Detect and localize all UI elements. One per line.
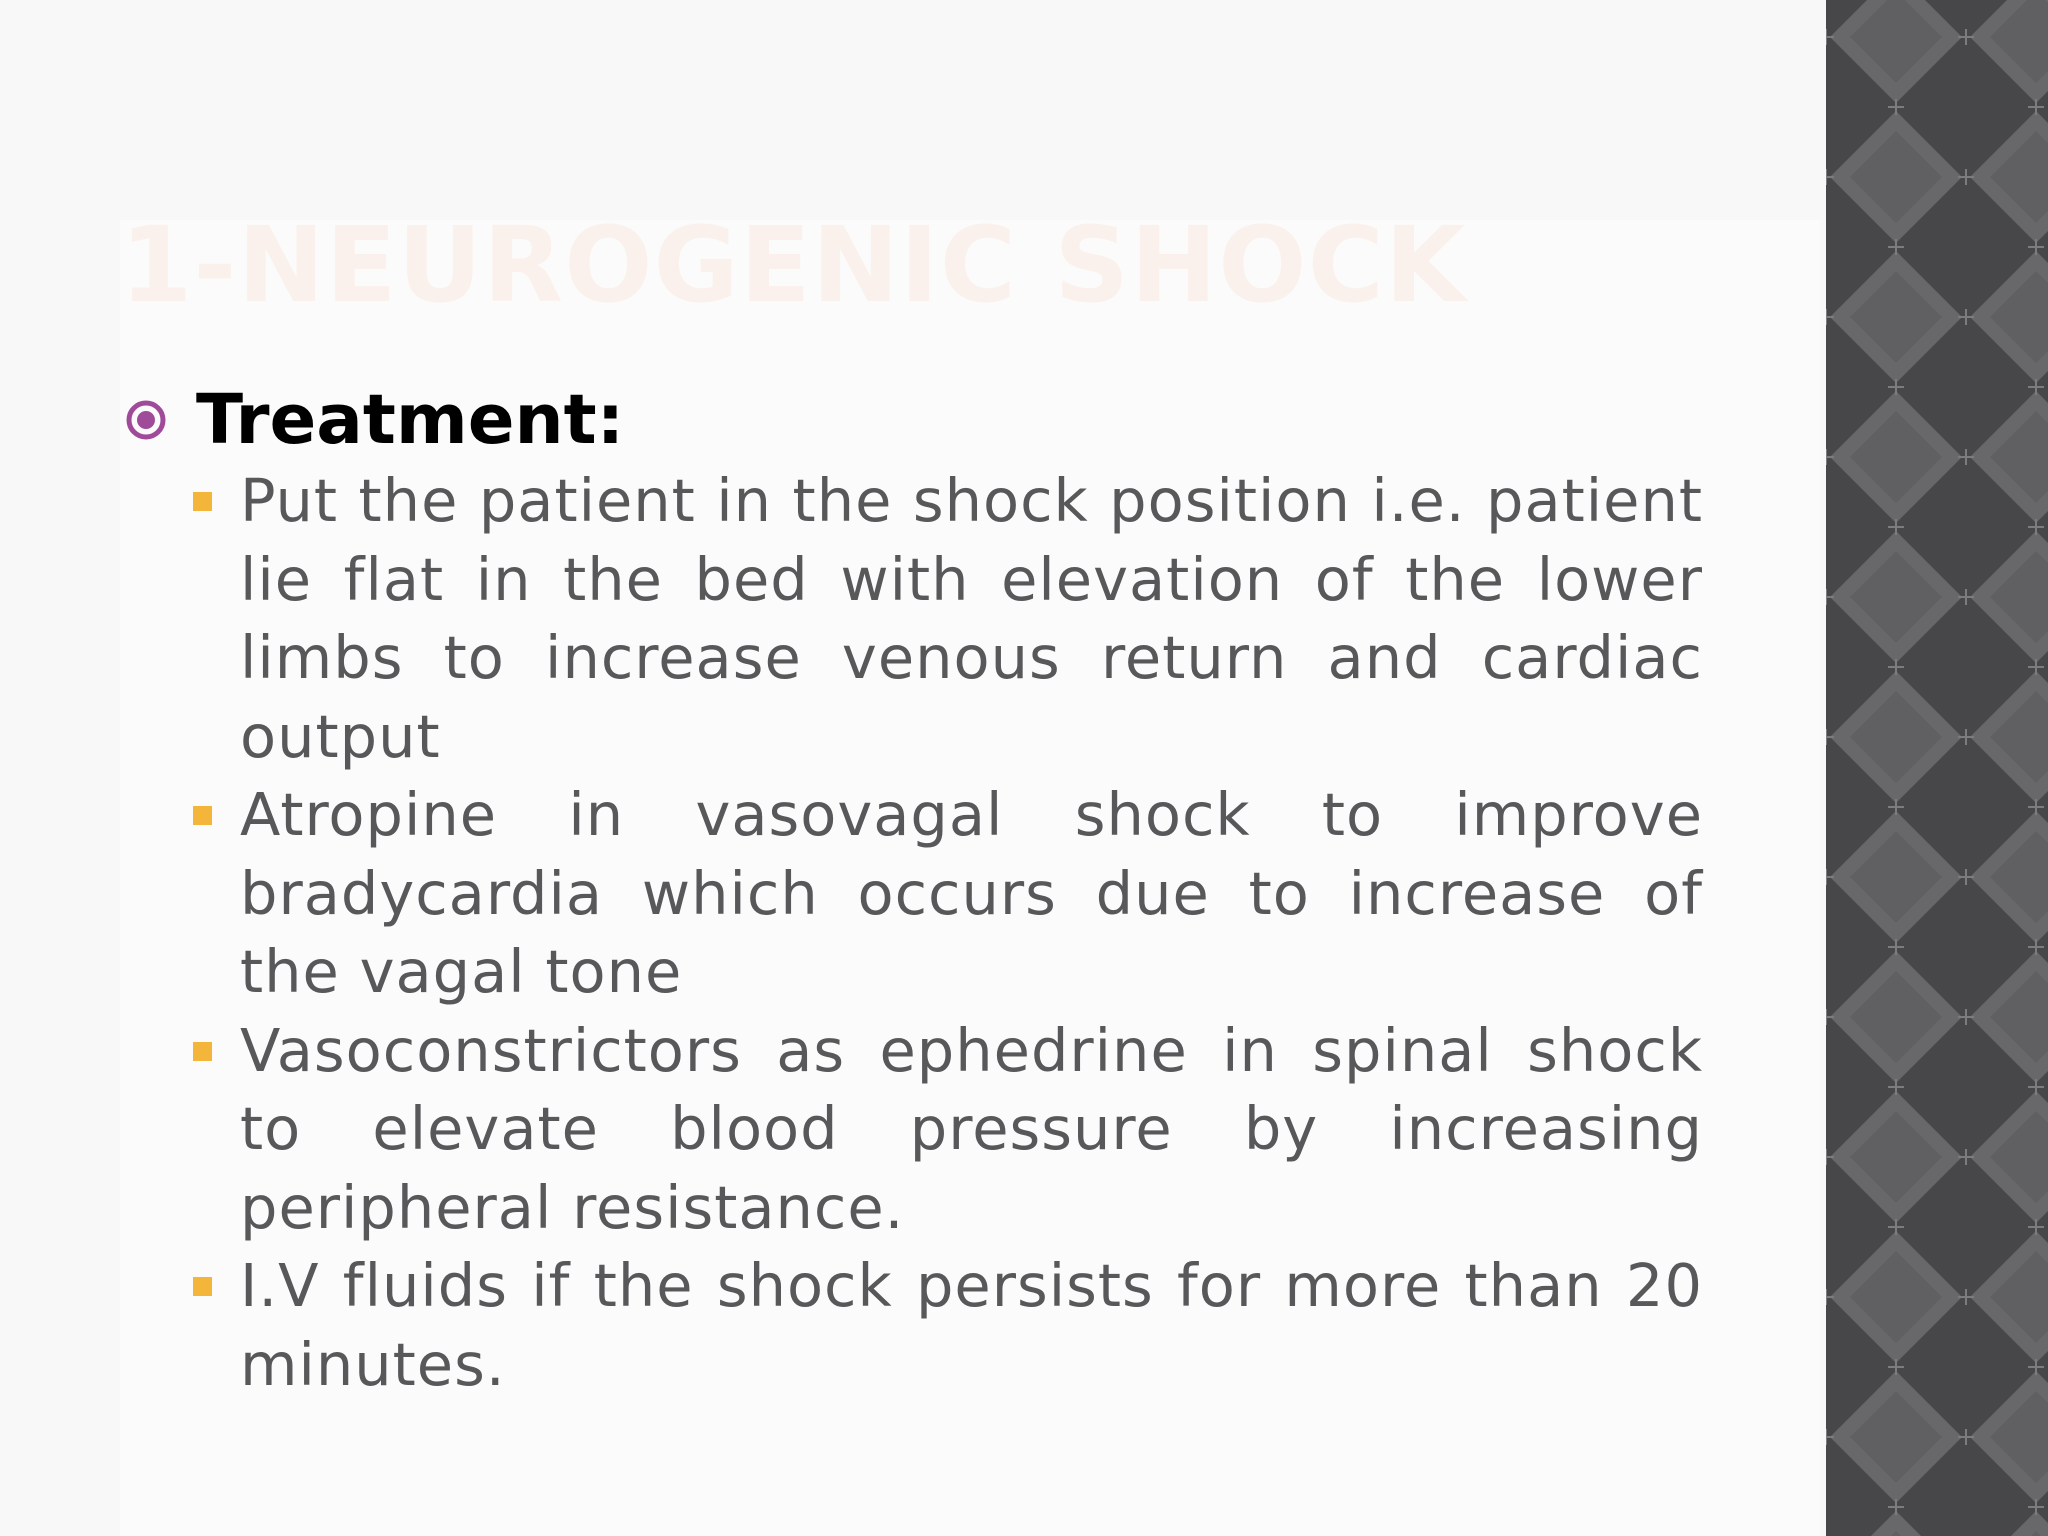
- list-item: [188, 1012, 1703, 1248]
- bullet-text: Atropine in vasovagal shock to improve bradycardia which occurs due to increase of the vagal tone: [240, 780, 1703, 1006]
- square-bullet-icon: [193, 806, 212, 825]
- list-item: [188, 462, 1703, 776]
- treatment-bullet-list: [188, 462, 1703, 1404]
- square-bullet-icon: [193, 492, 212, 511]
- treatment-heading: Treatment:: [196, 380, 625, 460]
- target-circle-icon: [124, 398, 168, 442]
- treatment-heading-row: [124, 375, 624, 465]
- bullet-text: Put the patient in the shock position i.e. patient lie flat in the bed with elevation of the lower limbs to increase venous return and cardiac output: [240, 466, 1703, 771]
- square-bullet-icon: [193, 1277, 212, 1296]
- list-item: [188, 1247, 1703, 1404]
- bullet-text: I.V fluids if the shock persists for more than 20 minutes.: [240, 1251, 1703, 1399]
- list-item: [188, 776, 1703, 1012]
- slide-title: 1-NEUROGENIC SHOCK: [120, 204, 1467, 326]
- square-bullet-icon: [193, 1042, 212, 1061]
- bullet-text: Vasoconstrictors as ephedrine in spinal shock to elevate blood pressure by increasing peripheral resistance.: [240, 1015, 1703, 1242]
- diamond-pattern-graphic: [1826, 0, 2048, 1536]
- decorative-diamond-sidebar: [1826, 0, 2048, 1536]
